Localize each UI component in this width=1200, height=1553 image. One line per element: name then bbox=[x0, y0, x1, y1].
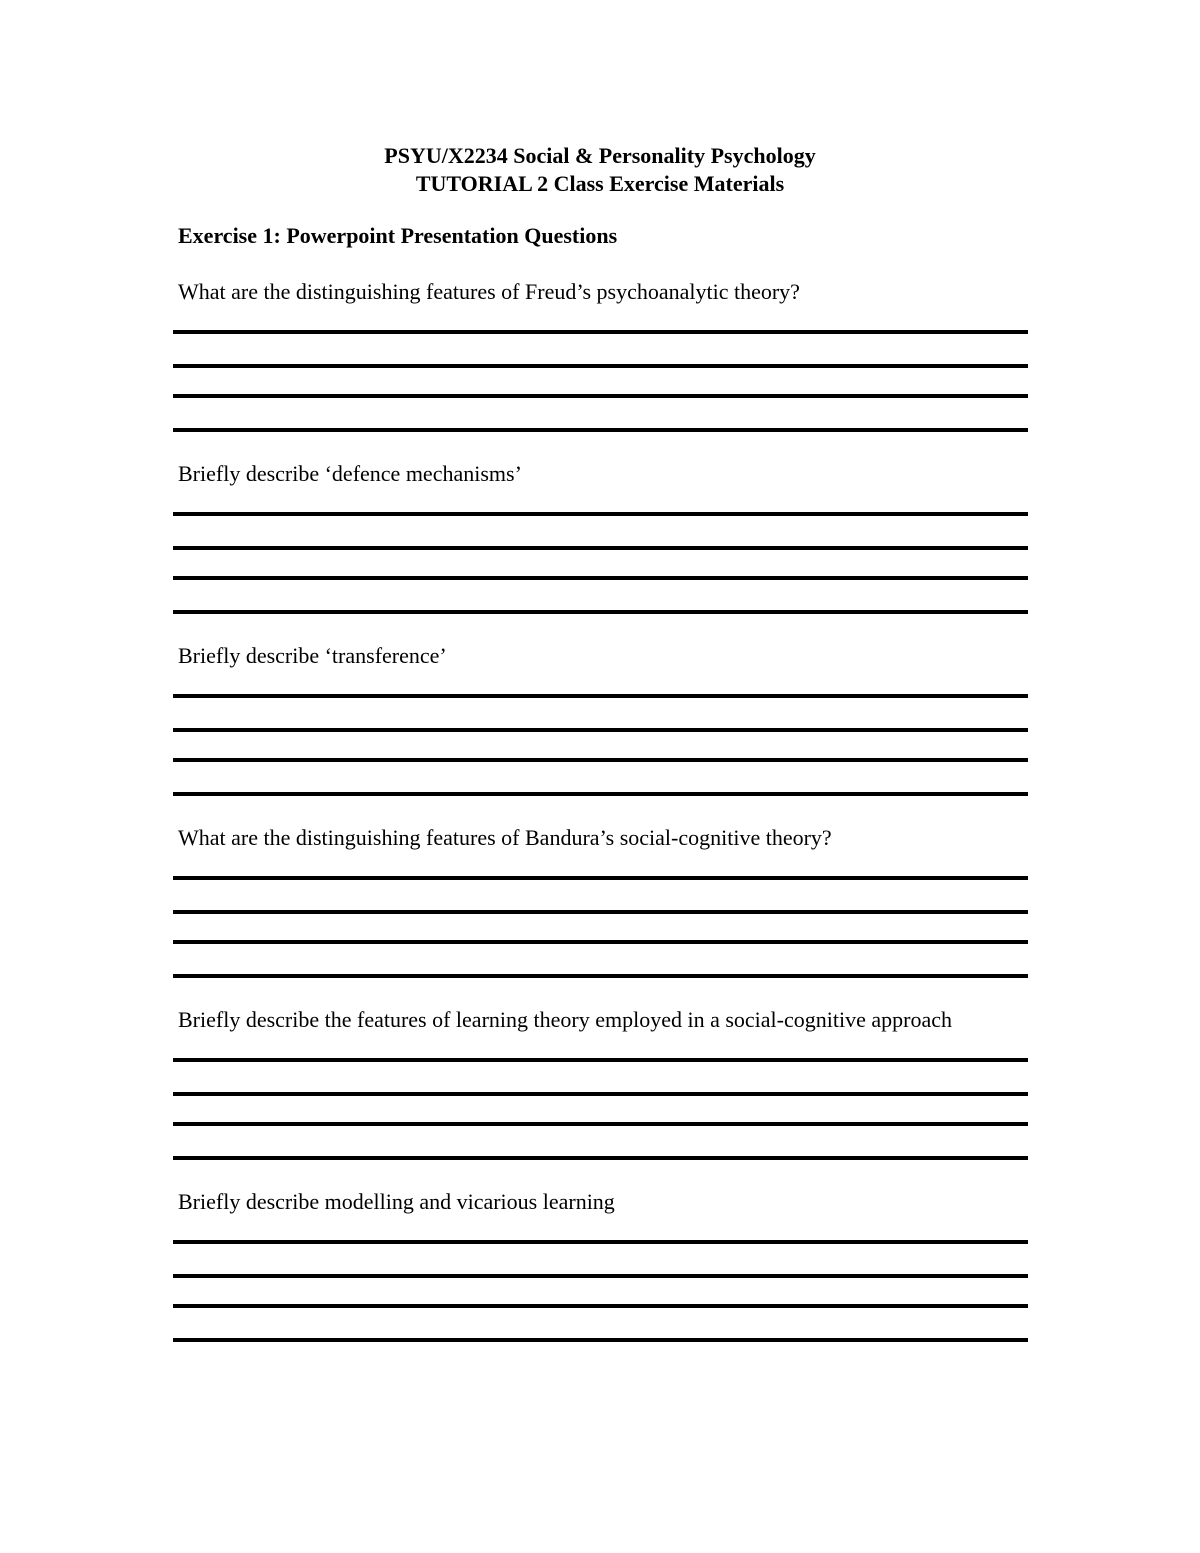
answer-line bbox=[173, 876, 1028, 880]
answer-line bbox=[173, 394, 1028, 398]
answer-line bbox=[173, 1338, 1028, 1342]
answer-line bbox=[173, 1122, 1028, 1126]
answer-line bbox=[173, 1304, 1028, 1308]
answer-line bbox=[173, 1092, 1028, 1096]
course-title: PSYU/X2234 Social & Personality Psychology bbox=[384, 143, 816, 168]
answer-line bbox=[173, 974, 1028, 978]
answer-line bbox=[173, 728, 1028, 732]
answer-line bbox=[173, 792, 1028, 796]
document-header bbox=[0, 142, 1200, 198]
answer-line bbox=[173, 1058, 1028, 1062]
tutorial-title: TUTORIAL 2 Class Exercise Materials bbox=[415, 171, 785, 196]
answer-line bbox=[173, 364, 1028, 368]
answer-line bbox=[173, 330, 1028, 334]
exercise-heading: Exercise 1: Powerpoint Presentation Questions bbox=[178, 223, 618, 248]
answer-line bbox=[173, 1156, 1028, 1160]
question-text: Briefly describe ‘transference’ bbox=[178, 643, 447, 668]
answer-line bbox=[173, 758, 1028, 762]
answer-line bbox=[173, 576, 1028, 580]
answer-line bbox=[173, 1274, 1028, 1278]
question-text: What are the distinguishing features of Freud’s psychoanalytic theory? bbox=[178, 279, 800, 304]
question-text: What are the distinguishing features of Bandura’s social-cognitive theory? bbox=[178, 825, 832, 850]
answer-line bbox=[173, 428, 1028, 432]
answer-line bbox=[173, 512, 1028, 516]
answer-line bbox=[173, 940, 1028, 944]
question-text: Briefly describe ‘defence mechanisms’ bbox=[178, 461, 522, 486]
question-text: Briefly describe the features of learning theory employed in a social-cognitive approach bbox=[178, 1007, 952, 1032]
answer-line bbox=[173, 1240, 1028, 1244]
answer-line bbox=[173, 610, 1028, 614]
answer-line bbox=[173, 546, 1028, 550]
answer-line bbox=[173, 694, 1028, 698]
question-text: Briefly describe modelling and vicarious learning bbox=[178, 1189, 615, 1214]
answer-line bbox=[173, 910, 1028, 914]
